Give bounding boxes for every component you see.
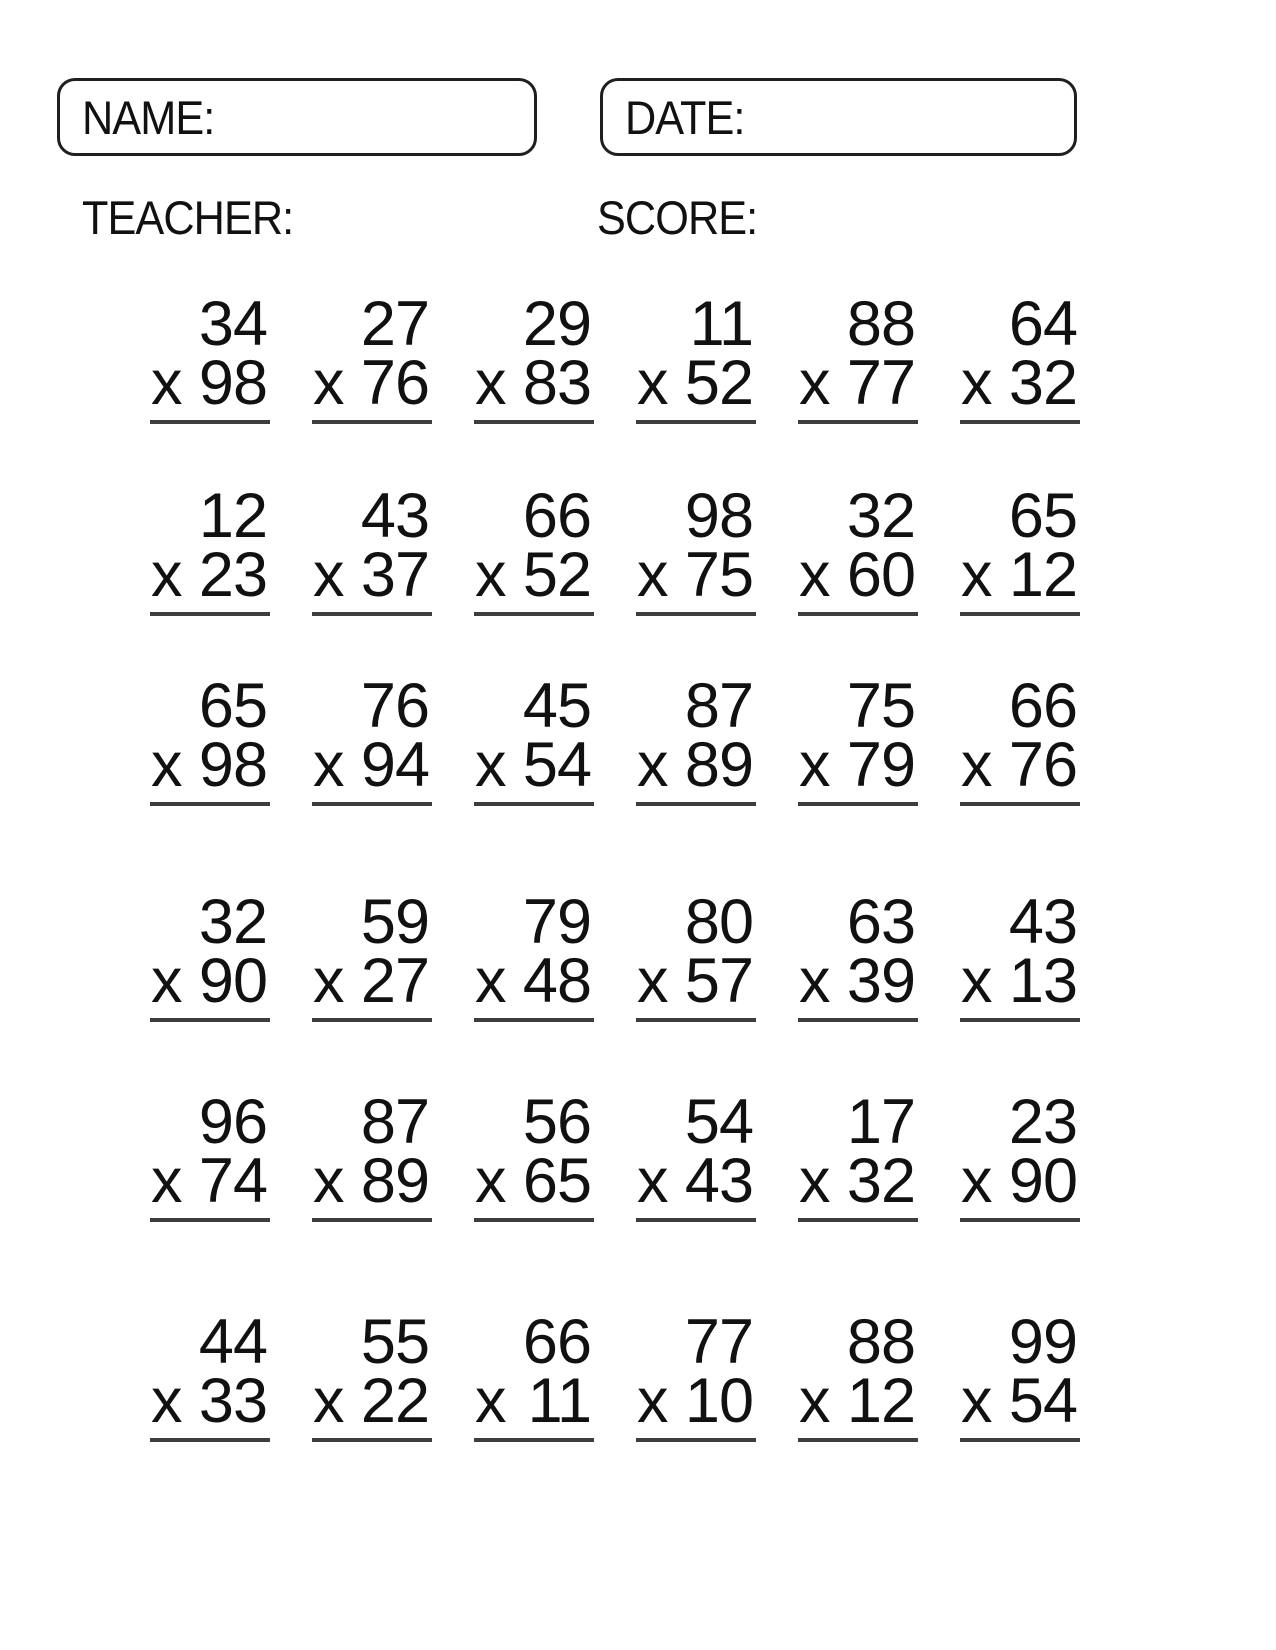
bottom-operand-row bbox=[312, 540, 432, 610]
multiply-sign: x bbox=[637, 348, 668, 418]
multiplication-problem bbox=[798, 1307, 918, 1442]
top-operand: 96 bbox=[198, 1087, 267, 1157]
bottom-operand-row bbox=[636, 730, 756, 800]
bottom-operand-row bbox=[798, 1366, 918, 1436]
bottom-operand-row bbox=[150, 730, 270, 800]
multiply-sign: x bbox=[151, 348, 182, 418]
multiplication-problem bbox=[960, 1087, 1080, 1222]
problem-row bbox=[150, 481, 1080, 616]
top-operand: 65 bbox=[198, 671, 267, 741]
bottom-operand: 11 bbox=[527, 1366, 591, 1436]
multiplication-problem bbox=[150, 481, 270, 616]
bottom-operand: 43 bbox=[684, 1146, 753, 1216]
answer-line[interactable] bbox=[798, 1218, 918, 1222]
multiply-sign: x bbox=[961, 348, 992, 418]
multiply-sign: x bbox=[637, 540, 668, 610]
bottom-operand-row bbox=[960, 540, 1080, 610]
answer-line[interactable] bbox=[636, 612, 756, 616]
answer-line[interactable] bbox=[150, 612, 270, 616]
bottom-operand: 79 bbox=[846, 730, 915, 800]
answer-line[interactable] bbox=[960, 612, 1080, 616]
top-operand: 77 bbox=[684, 1307, 753, 1377]
bottom-operand: 89 bbox=[360, 1146, 429, 1216]
multiply-sign: x bbox=[637, 1146, 668, 1216]
multiplication-problem bbox=[312, 1087, 432, 1222]
answer-line[interactable] bbox=[474, 1218, 594, 1222]
bottom-operand: 54 bbox=[522, 730, 591, 800]
bottom-operand: 75 bbox=[684, 540, 753, 610]
multiply-sign: x bbox=[961, 946, 992, 1016]
bottom-operand-row bbox=[636, 348, 756, 418]
bottom-operand-row bbox=[312, 1146, 432, 1216]
answer-line[interactable] bbox=[150, 1438, 270, 1442]
top-operand: 43 bbox=[1008, 887, 1077, 957]
bottom-operand: 89 bbox=[684, 730, 753, 800]
bottom-operand-row bbox=[798, 540, 918, 610]
bottom-operand: 32 bbox=[1008, 348, 1077, 418]
bottom-operand: 52 bbox=[684, 348, 753, 418]
multiply-sign: x bbox=[799, 540, 830, 610]
bottom-operand: 65 bbox=[522, 1146, 591, 1216]
multiply-sign: x bbox=[637, 1366, 668, 1436]
answer-line[interactable] bbox=[960, 1218, 1080, 1222]
bottom-operand-row bbox=[960, 1146, 1080, 1216]
multiply-sign: x bbox=[799, 730, 830, 800]
bottom-operand-row bbox=[636, 1146, 756, 1216]
answer-line[interactable] bbox=[636, 1018, 756, 1022]
multiplication-problem bbox=[474, 289, 594, 424]
answer-line[interactable] bbox=[798, 1018, 918, 1022]
bottom-operand-row bbox=[636, 1366, 756, 1436]
top-operand: 59 bbox=[360, 887, 429, 957]
multiply-sign: x bbox=[151, 730, 182, 800]
answer-line[interactable] bbox=[150, 420, 270, 424]
answer-line[interactable] bbox=[312, 802, 432, 806]
bottom-operand: 37 bbox=[360, 540, 429, 610]
top-operand: 88 bbox=[846, 1307, 915, 1377]
top-operand: 98 bbox=[684, 481, 753, 551]
multiply-sign: x bbox=[961, 540, 992, 610]
bottom-operand-row bbox=[312, 1366, 432, 1436]
top-operand: 66 bbox=[522, 481, 591, 551]
multiply-sign: x bbox=[313, 1366, 344, 1436]
top-operand: 87 bbox=[360, 1087, 429, 1157]
multiplication-problem bbox=[960, 289, 1080, 424]
bottom-operand: 98 bbox=[198, 730, 267, 800]
multiplication-problem bbox=[960, 1307, 1080, 1442]
top-operand: 88 bbox=[846, 289, 915, 359]
bottom-operand-row bbox=[150, 348, 270, 418]
bottom-operand-row bbox=[312, 946, 432, 1016]
top-operand: 55 bbox=[360, 1307, 429, 1377]
answer-line[interactable] bbox=[150, 1018, 270, 1022]
multiply-sign: x bbox=[637, 946, 668, 1016]
bottom-operand-row bbox=[474, 1366, 594, 1436]
top-operand: 32 bbox=[198, 887, 267, 957]
top-operand: 45 bbox=[522, 671, 591, 741]
multiplication-problem bbox=[312, 1307, 432, 1442]
bottom-operand-row bbox=[312, 348, 432, 418]
bottom-operand-row bbox=[960, 946, 1080, 1016]
bottom-operand-row bbox=[798, 946, 918, 1016]
multiply-sign: x bbox=[637, 730, 668, 800]
multiply-sign: x bbox=[151, 1366, 182, 1436]
problem-row bbox=[150, 1307, 1080, 1442]
bottom-operand: 52 bbox=[522, 540, 591, 610]
answer-line[interactable] bbox=[960, 420, 1080, 424]
bottom-operand: 76 bbox=[1008, 730, 1077, 800]
multiply-sign: x bbox=[313, 348, 344, 418]
answer-line[interactable] bbox=[312, 1218, 432, 1222]
answer-line[interactable] bbox=[312, 420, 432, 424]
top-operand: 66 bbox=[1008, 671, 1077, 741]
multiplication-problem bbox=[798, 481, 918, 616]
answer-line[interactable] bbox=[636, 802, 756, 806]
multiplication-problem bbox=[798, 1087, 918, 1222]
multiply-sign: x bbox=[313, 1146, 344, 1216]
score-label: SCORE: bbox=[597, 191, 758, 244]
bottom-operand: 33 bbox=[198, 1366, 267, 1436]
bottom-operand-row bbox=[798, 1146, 918, 1216]
top-operand: 87 bbox=[684, 671, 753, 741]
multiplication-problem bbox=[150, 887, 270, 1022]
multiply-sign: x bbox=[475, 1146, 506, 1216]
answer-line[interactable] bbox=[474, 802, 594, 806]
top-operand: 34 bbox=[198, 289, 267, 359]
multiply-sign: x bbox=[313, 540, 344, 610]
date-label: DATE: bbox=[625, 90, 745, 144]
multiplication-problem bbox=[474, 481, 594, 616]
bottom-operand: 10 bbox=[684, 1366, 753, 1436]
top-operand: 29 bbox=[522, 289, 591, 359]
bottom-operand-row bbox=[312, 730, 432, 800]
bottom-operand-row bbox=[150, 1366, 270, 1436]
multiplication-problem bbox=[474, 671, 594, 806]
top-operand: 54 bbox=[684, 1087, 753, 1157]
top-operand: 79 bbox=[522, 887, 591, 957]
bottom-operand: 90 bbox=[198, 946, 267, 1016]
answer-line[interactable] bbox=[960, 1438, 1080, 1442]
top-operand: 17 bbox=[846, 1087, 915, 1157]
multiply-sign: x bbox=[475, 946, 506, 1016]
multiply-sign: x bbox=[151, 946, 182, 1016]
top-operand: 11 bbox=[689, 289, 753, 359]
name-label: NAME: bbox=[82, 90, 215, 144]
multiplication-problem bbox=[150, 1087, 270, 1222]
bottom-operand-row bbox=[960, 730, 1080, 800]
multiply-sign: x bbox=[961, 1146, 992, 1216]
answer-line[interactable] bbox=[798, 420, 918, 424]
multiplication-problem bbox=[312, 887, 432, 1022]
top-operand: 75 bbox=[846, 671, 915, 741]
answer-line[interactable] bbox=[798, 1438, 918, 1442]
bottom-operand-row bbox=[150, 540, 270, 610]
multiplication-problem bbox=[150, 289, 270, 424]
bottom-operand-row bbox=[636, 540, 756, 610]
bottom-operand-row bbox=[474, 540, 594, 610]
multiply-sign: x bbox=[961, 1366, 992, 1436]
answer-line[interactable] bbox=[636, 1218, 756, 1222]
multiplication-problem bbox=[312, 481, 432, 616]
answer-line[interactable] bbox=[798, 802, 918, 806]
answer-line[interactable] bbox=[960, 802, 1080, 806]
bottom-operand: 23 bbox=[198, 540, 267, 610]
answer-line[interactable] bbox=[312, 612, 432, 616]
multiplication-problem bbox=[474, 887, 594, 1022]
answer-line[interactable] bbox=[474, 612, 594, 616]
top-operand: 76 bbox=[360, 671, 429, 741]
bottom-operand: 12 bbox=[846, 1366, 915, 1436]
multiply-sign: x bbox=[313, 730, 344, 800]
multiplication-problem bbox=[636, 481, 756, 616]
multiply-sign: x bbox=[475, 730, 506, 800]
top-operand: 80 bbox=[684, 887, 753, 957]
multiplication-problem bbox=[636, 1307, 756, 1442]
multiply-sign: x bbox=[475, 1366, 506, 1436]
problem-row bbox=[150, 671, 1080, 806]
top-operand: 44 bbox=[198, 1307, 267, 1377]
multiplication-problem bbox=[636, 671, 756, 806]
answer-line[interactable] bbox=[960, 1018, 1080, 1022]
multiplication-problem bbox=[636, 289, 756, 424]
bottom-operand: 39 bbox=[846, 946, 915, 1016]
bottom-operand: 57 bbox=[684, 946, 753, 1016]
top-operand: 66 bbox=[522, 1307, 591, 1377]
answer-line[interactable] bbox=[636, 1438, 756, 1442]
multiply-sign: x bbox=[799, 946, 830, 1016]
multiplication-problem bbox=[312, 289, 432, 424]
top-operand: 56 bbox=[522, 1087, 591, 1157]
bottom-operand: 13 bbox=[1008, 946, 1077, 1016]
multiplication-problem bbox=[636, 1087, 756, 1222]
bottom-operand-row bbox=[960, 1366, 1080, 1436]
multiplication-problem bbox=[798, 887, 918, 1022]
bottom-operand-row bbox=[150, 946, 270, 1016]
answer-line[interactable] bbox=[474, 1018, 594, 1022]
multiply-sign: x bbox=[151, 540, 182, 610]
answer-line[interactable] bbox=[150, 1218, 270, 1222]
bottom-operand-row bbox=[798, 730, 918, 800]
multiply-sign: x bbox=[151, 1146, 182, 1216]
bottom-operand-row bbox=[636, 946, 756, 1016]
bottom-operand: 54 bbox=[1008, 1366, 1077, 1436]
top-operand: 23 bbox=[1008, 1087, 1077, 1157]
bottom-operand: 76 bbox=[360, 348, 429, 418]
multiplication-problem bbox=[960, 671, 1080, 806]
bottom-operand-row bbox=[474, 1146, 594, 1216]
bottom-operand: 90 bbox=[1008, 1146, 1077, 1216]
bottom-operand: 48 bbox=[522, 946, 591, 1016]
top-operand: 64 bbox=[1008, 289, 1077, 359]
multiplication-problem bbox=[960, 887, 1080, 1022]
multiplication-problem bbox=[960, 481, 1080, 616]
multiply-sign: x bbox=[475, 540, 506, 610]
multiplication-problem bbox=[636, 887, 756, 1022]
top-operand: 63 bbox=[846, 887, 915, 957]
multiply-sign: x bbox=[799, 1146, 830, 1216]
answer-line[interactable] bbox=[312, 1438, 432, 1442]
bottom-operand-row bbox=[474, 946, 594, 1016]
top-operand: 65 bbox=[1008, 481, 1077, 551]
problem-row bbox=[150, 289, 1080, 424]
teacher-label: TEACHER: bbox=[82, 191, 294, 244]
answer-line[interactable] bbox=[312, 1018, 432, 1022]
top-operand: 12 bbox=[198, 481, 267, 551]
multiplication-problem bbox=[474, 1307, 594, 1442]
multiply-sign: x bbox=[799, 1366, 830, 1436]
bottom-operand: 98 bbox=[198, 348, 267, 418]
bottom-operand: 22 bbox=[360, 1366, 429, 1436]
problem-row bbox=[150, 887, 1080, 1022]
multiply-sign: x bbox=[313, 946, 344, 1016]
multiply-sign: x bbox=[961, 730, 992, 800]
bottom-operand: 32 bbox=[846, 1146, 915, 1216]
top-operand: 32 bbox=[846, 481, 915, 551]
answer-line[interactable] bbox=[474, 420, 594, 424]
problem-row bbox=[150, 1087, 1080, 1222]
bottom-operand-row bbox=[474, 348, 594, 418]
bottom-operand: 12 bbox=[1008, 540, 1077, 610]
answer-line[interactable] bbox=[636, 420, 756, 424]
multiplication-problem bbox=[474, 1087, 594, 1222]
multiplication-problem bbox=[150, 1307, 270, 1442]
multiply-sign: x bbox=[475, 348, 506, 418]
bottom-operand-row bbox=[798, 348, 918, 418]
bottom-operand-row bbox=[150, 1146, 270, 1216]
top-operand: 27 bbox=[360, 289, 429, 359]
bottom-operand: 77 bbox=[846, 348, 915, 418]
bottom-operand: 60 bbox=[846, 540, 915, 610]
multiply-sign: x bbox=[799, 348, 830, 418]
bottom-operand: 94 bbox=[360, 730, 429, 800]
multiplication-problem bbox=[150, 671, 270, 806]
multiplication-problem bbox=[798, 289, 918, 424]
bottom-operand-row bbox=[960, 348, 1080, 418]
multiplication-problem bbox=[312, 671, 432, 806]
multiplication-problem bbox=[798, 671, 918, 806]
bottom-operand-row bbox=[474, 730, 594, 800]
bottom-operand: 83 bbox=[522, 348, 591, 418]
bottom-operand: 74 bbox=[198, 1146, 267, 1216]
answer-line[interactable] bbox=[474, 1438, 594, 1442]
answer-line[interactable] bbox=[150, 802, 270, 806]
top-operand: 43 bbox=[360, 481, 429, 551]
answer-line[interactable] bbox=[798, 612, 918, 616]
top-operand: 99 bbox=[1008, 1307, 1077, 1377]
bottom-operand: 27 bbox=[360, 946, 429, 1016]
